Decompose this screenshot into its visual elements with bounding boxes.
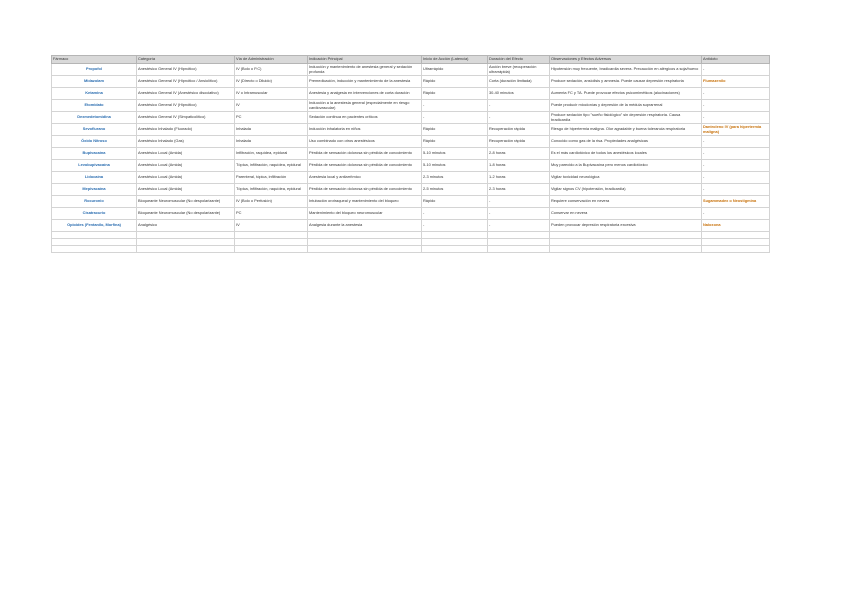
indication-cell: Pérdida de sensación dolorosa sin pérdida de conocimiento — [308, 160, 422, 172]
indication-cell: Anestesia local y antiarrítmico — [308, 172, 422, 184]
route-cell: IV (Bolo o P.C) — [235, 64, 308, 76]
onset-cell: - — [422, 220, 488, 232]
indication-cell: Mantenimiento del bloqueo neuromuscular — [308, 208, 422, 220]
table-row — [52, 124, 770, 136]
empty-cell — [702, 246, 770, 253]
header-cell: Observaciones y Efectos Adversos — [550, 56, 702, 64]
indication-cell: Sedación continua en pacientes críticos — [308, 112, 422, 124]
table-row — [52, 184, 770, 196]
category-cell: Anestésico Inhalado (Gas) — [137, 136, 235, 148]
table-body — [52, 64, 770, 253]
header-cell: Indicación Principal — [308, 56, 422, 64]
empty-cell — [422, 239, 488, 246]
drug-name-cell: Cisatracurio — [52, 208, 137, 220]
duration-cell: 2-3 horas — [488, 184, 550, 196]
header-cell: Antídoto — [702, 56, 770, 64]
duration-cell: - — [488, 112, 550, 124]
antidote-cell: - — [702, 64, 770, 76]
indication-cell: Pérdida de sensación dolorosa sin pérdida de conocimiento — [308, 148, 422, 160]
route-cell: Inhalada — [235, 136, 308, 148]
table-row — [52, 136, 770, 148]
antidote-cell: Naloxona — [702, 220, 770, 232]
table-row — [52, 160, 770, 172]
observations-cell: Hipotensión muy frecuente, bradicardia severa. Precaución en alérgicos a soja/huevo — [550, 64, 702, 76]
empty-cell — [308, 239, 422, 246]
duration-cell: Recuperación rápida — [488, 124, 550, 136]
header-cell: Fármaco — [52, 56, 137, 64]
route-cell: PC — [235, 208, 308, 220]
category-cell: Anestésico Local (Amida) — [137, 160, 235, 172]
category-cell: Anestésico General IV (Hipnótico) — [137, 64, 235, 76]
drug-name-cell: Óxido Nitroso — [52, 136, 137, 148]
duration-cell: 1-2 horas — [488, 172, 550, 184]
route-cell: Parenteral, tópica, infiltración — [235, 172, 308, 184]
empty-cell — [550, 246, 702, 253]
category-cell: Bloqueante Neuromuscular (No despolarizante) — [137, 196, 235, 208]
observations-cell: Aumenta FC y TA. Puede provocar efectos psicomiméticos (alucinaciones) — [550, 88, 702, 100]
observations-cell: Conservar en nevera — [550, 208, 702, 220]
drug-name-cell: Dexmedetomidina — [52, 112, 137, 124]
indication-cell: Premedicación, inducción y mantenimiento de la anestesia — [308, 76, 422, 88]
empty-cell — [235, 232, 308, 239]
drug-name-cell: Midazolam — [52, 76, 137, 88]
onset-cell: 5-10 minutos — [422, 160, 488, 172]
onset-cell: - — [422, 208, 488, 220]
drug-table — [51, 55, 770, 253]
empty-cell — [137, 239, 235, 246]
antidote-cell: - — [702, 100, 770, 112]
drug-name-cell: Opioides (Fentanilo, Morfina) — [52, 220, 137, 232]
empty-cell — [488, 246, 550, 253]
onset-cell: Rápido — [422, 76, 488, 88]
category-cell: Anestésico Local (Amida) — [137, 148, 235, 160]
onset-cell: - — [422, 100, 488, 112]
route-cell: Infiltración, raquídea, epidural — [235, 148, 308, 160]
empty-cell — [488, 239, 550, 246]
observations-cell: Produce sedación tipo "sueño fisiológico" sin depresión respiratoria. Causa bradicardia — [550, 112, 702, 124]
antidote-cell: - — [702, 88, 770, 100]
observations-cell: Conocido como gas de la risa. Propiedades analgésicas — [550, 136, 702, 148]
onset-cell: Rápido — [422, 124, 488, 136]
indication-cell: Intubación orotraqueal y mantenimiento del bloqueo — [308, 196, 422, 208]
category-cell: Anestésico General IV (Hipnótico) — [137, 100, 235, 112]
empty-cell — [488, 232, 550, 239]
antidote-cell: - — [702, 136, 770, 148]
table-row — [52, 112, 770, 124]
indication-cell: Inducción a la anestesia general (especialmente en riesgo cardiovascular) — [308, 100, 422, 112]
observations-cell: Es el más cardiotóxico de todos los anestésicos locales — [550, 148, 702, 160]
category-cell: Anestésico General IV (Hipnótico / Ansiolítico) — [137, 76, 235, 88]
indication-cell: Pérdida de sensación dolorosa sin pérdida de conocimiento — [308, 184, 422, 196]
onset-cell: - — [422, 112, 488, 124]
route-cell: IV — [235, 220, 308, 232]
observations-cell: Puede producir mioclonías y depresión de la médula suprarrenal — [550, 100, 702, 112]
empty-cell — [308, 232, 422, 239]
duration-cell: - — [488, 100, 550, 112]
empty-cell — [702, 232, 770, 239]
category-cell: Anestésico Inhalado (Fluorado) — [137, 124, 235, 136]
route-cell: IV o Intramuscular — [235, 88, 308, 100]
route-cell: Inhalada — [235, 124, 308, 136]
duration-cell: 2-8 horas — [488, 148, 550, 160]
empty-row — [52, 246, 770, 253]
observations-cell: Pueden provocar depresión respiratoria excesiva — [550, 220, 702, 232]
empty-cell — [702, 239, 770, 246]
duration-cell: Recuperación rápida — [488, 136, 550, 148]
drug-name-cell: Levobupivacaína — [52, 160, 137, 172]
empty-cell — [137, 246, 235, 253]
indication-cell: Uso combinado con otros anestésicos — [308, 136, 422, 148]
header-cell: Duración del Efecto — [488, 56, 550, 64]
onset-cell: Rápido — [422, 136, 488, 148]
header-cell: Vía de Administración — [235, 56, 308, 64]
empty-cell — [52, 246, 137, 253]
category-cell: Bloqueante Neuromuscular (No despolarizante) — [137, 208, 235, 220]
route-cell: IV — [235, 100, 308, 112]
category-cell: Anestésico General IV (Simpaticolítico) — [137, 112, 235, 124]
route-cell: IV (Directo o Diluido) — [235, 76, 308, 88]
empty-row — [52, 232, 770, 239]
indication-cell: Anestesia y analgesia en intervenciones de corta duración — [308, 88, 422, 100]
table-row — [52, 76, 770, 88]
onset-cell: 2-3 minutos — [422, 172, 488, 184]
antidote-cell: - — [702, 112, 770, 124]
category-cell: Analgésico — [137, 220, 235, 232]
category-cell: Anestésico Local (Amida) — [137, 184, 235, 196]
route-cell: Tópica, infiltración, raquídea, epidural — [235, 160, 308, 172]
antidote-cell: - — [702, 160, 770, 172]
antidote-cell: - — [702, 208, 770, 220]
indication-cell: Inducción y mantenimiento de anestesia general y sedación profunda — [308, 64, 422, 76]
table-row — [52, 172, 770, 184]
drug-name-cell: Sevoflurano — [52, 124, 137, 136]
drug-name-cell: Mepivacaína — [52, 184, 137, 196]
empty-cell — [422, 232, 488, 239]
route-cell: IV (Bolo o Perfusión) — [235, 196, 308, 208]
route-cell: PC — [235, 112, 308, 124]
observations-cell: Vigilar toxicidad neurológica — [550, 172, 702, 184]
empty-cell — [550, 232, 702, 239]
empty-cell — [137, 232, 235, 239]
table-row — [52, 196, 770, 208]
duration-cell: - — [488, 196, 550, 208]
duration-cell: Corta (duración limitada) — [488, 76, 550, 88]
empty-cell — [422, 246, 488, 253]
onset-cell: 5-10 minutos — [422, 148, 488, 160]
empty-cell — [550, 239, 702, 246]
indication-cell: Analgesia durante la anestesia — [308, 220, 422, 232]
antidote-cell: Dantroleno IV (para hipertermia maligna) — [702, 124, 770, 136]
header-row — [52, 56, 770, 64]
onset-cell: Ultrarrápido — [422, 64, 488, 76]
empty-cell — [52, 239, 137, 246]
antidote-cell: - — [702, 184, 770, 196]
header-cell: Categoría — [137, 56, 235, 64]
onset-cell: 2-5 minutos — [422, 184, 488, 196]
category-cell: Anestésico General IV (Anestésico disociativo) — [137, 88, 235, 100]
drug-name-cell: Lidocaína — [52, 172, 137, 184]
empty-cell — [235, 246, 308, 253]
observations-cell: Muy parecido a la Bupivacaína pero menos cardiotóxico — [550, 160, 702, 172]
empty-cell — [52, 232, 137, 239]
antidote-cell: - — [702, 148, 770, 160]
table-row — [52, 148, 770, 160]
table-row — [52, 208, 770, 220]
table-row — [52, 88, 770, 100]
duration-cell: 1-8 horas — [488, 160, 550, 172]
observations-cell: Requiere conservación en nevera — [550, 196, 702, 208]
duration-cell: - — [488, 208, 550, 220]
table-row — [52, 220, 770, 232]
onset-cell: Rápido — [422, 196, 488, 208]
table-row — [52, 64, 770, 76]
route-cell: Tópica, infiltración, raquídea, epidural — [235, 184, 308, 196]
onset-cell: Rápido — [422, 88, 488, 100]
drug-name-cell: Etomidato — [52, 100, 137, 112]
drug-name-cell: Ketamina — [52, 88, 137, 100]
antidote-cell: Sugammadex o Neostigmina — [702, 196, 770, 208]
table-row — [52, 100, 770, 112]
duration-cell: - — [488, 220, 550, 232]
empty-cell — [308, 246, 422, 253]
empty-row — [52, 239, 770, 246]
duration-cell: 30-40 minutos — [488, 88, 550, 100]
drug-name-cell: Bupivacaína — [52, 148, 137, 160]
header-cell: Inicio de Acción (Latencia) — [422, 56, 488, 64]
empty-cell — [235, 239, 308, 246]
indication-cell: Inducción inhalatoria en niños — [308, 124, 422, 136]
antidote-cell: Flumazenilo — [702, 76, 770, 88]
drug-name-cell: Rocuronio — [52, 196, 137, 208]
drug-name-cell: Propofol — [52, 64, 137, 76]
antidote-cell: - — [702, 172, 770, 184]
observations-cell: Vigilar signos CV (hipotensión, bradicardia) — [550, 184, 702, 196]
duration-cell: Acción breve (recuperación ultrarrápida) — [488, 64, 550, 76]
category-cell: Anestésico Local (Amida) — [137, 172, 235, 184]
observations-cell: Riesgo de hipertermia maligna. Olor agradable y buena tolerancia respiratoria — [550, 124, 702, 136]
observations-cell: Produce sedación, ansiolisis y amnesia. Puede causar depresión respiratoria — [550, 76, 702, 88]
